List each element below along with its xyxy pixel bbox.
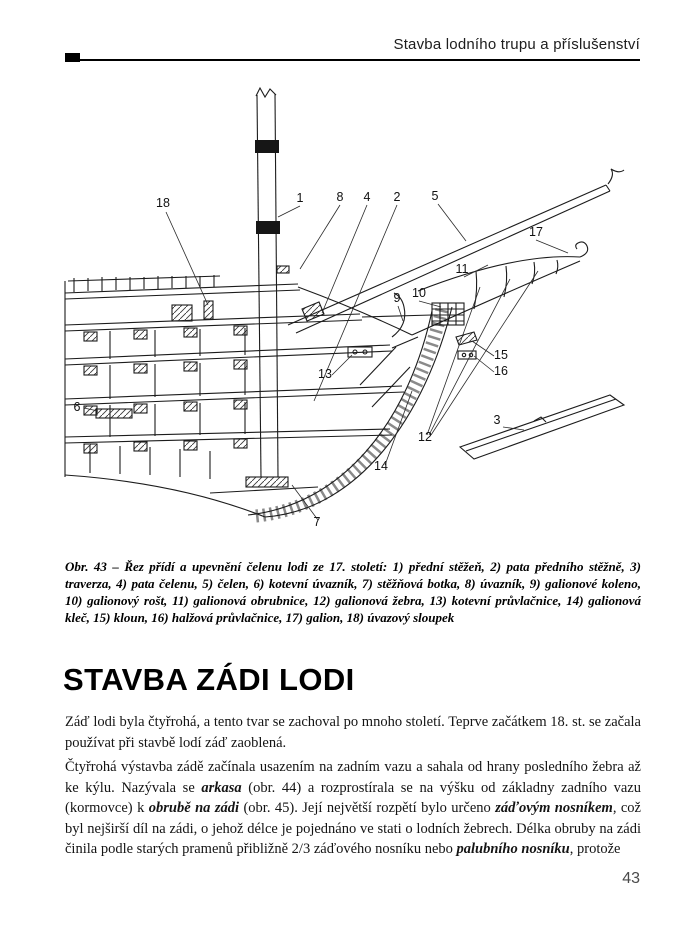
callout-6: 6 bbox=[73, 400, 81, 414]
para2-run-3: (obr. 45). Její největší rozpětí bylo určeno bbox=[239, 800, 496, 817]
para2-term-arkasa: arkasa bbox=[201, 779, 242, 796]
callout-17: 17 bbox=[529, 225, 543, 239]
callout-11: 11 bbox=[455, 262, 469, 276]
para2-run-4: , což byl nejširší díl na zádi, o jehož délce je pojednáno ve stati o lodních žebrech. Délka obruby na zádi činila podle starých pramenů přibližně 2/3 záďového nosníku nebo bbox=[65, 800, 641, 858]
callout-5: 5 bbox=[431, 189, 439, 203]
para2-run-5: , protože bbox=[569, 841, 621, 858]
paragraph-2 bbox=[65, 757, 641, 860]
callout-18: 18 bbox=[156, 196, 170, 210]
page-header bbox=[65, 36, 640, 53]
para2-term-palubni-nosnik: palubního nosníku bbox=[456, 841, 570, 858]
header-rule-mark bbox=[65, 53, 80, 62]
figure-43 bbox=[60, 85, 640, 555]
para2-term-nosnik: záďovým nosníkem bbox=[495, 800, 613, 817]
callout-14: 14 bbox=[374, 459, 388, 473]
leader-lines bbox=[84, 204, 568, 520]
callout-16: 16 bbox=[494, 364, 508, 378]
section-heading: STAVBA ZÁDI LODI bbox=[63, 662, 355, 697]
running-head-title: Stavba lodního trupu a příslušenství bbox=[393, 36, 640, 53]
drawing-strokes bbox=[65, 88, 624, 517]
callout-13: 13 bbox=[318, 367, 332, 381]
traverza-beam bbox=[460, 395, 624, 459]
para2-run-1: Čtyřrohá výstavba zádě začínala usazením na zadním vazu a sahala od hrany posledního žebra až ke kýlu. Nazývala se bbox=[65, 759, 641, 796]
callout-1: 1 bbox=[296, 191, 304, 205]
callout-9: 9 bbox=[393, 291, 401, 305]
figure-drawing bbox=[60, 85, 640, 555]
callout-7: 7 bbox=[313, 515, 321, 529]
callout-15: 15 bbox=[494, 348, 508, 362]
paragraph-1: Záď lodi byla čtyřrohá, a tento tvar se zachoval po mnoho století. Teprve začátkem 18. st. se začala používat při stavbě lodí záď zaoblená. bbox=[65, 714, 641, 751]
callout-8: 8 bbox=[336, 190, 344, 204]
header-rule bbox=[65, 59, 640, 61]
para2-term-obruba: obrubě na zádi bbox=[148, 800, 240, 817]
para2-run-2: (obr. 44) a rozprostírala se na výšku od základny zadního vazu (kormovce) k bbox=[65, 779, 641, 817]
callout-3: 3 bbox=[493, 413, 501, 427]
figure-caption: Obr. 43 – Řez přídí a upevnění čelenu lodi ze 17. století: 1) přední stěžeň, 2) pata předního stěžně, 3) traverza, 4) pata čelenu, 5) čelen, 6) kotevní úvazník, 7) stěžňová botka, 8) úvazník, 9) galionové koleno, 10) galionový rošt, 11) galionová obrubnice, 12) galionová žebra, 13) kotevní průvlačnice, 14) galionová kleč, 15) kloun, 16) halžová průvlačnice, 17) galion, 18) úvazový sloupek bbox=[65, 559, 641, 626]
callout-2: 2 bbox=[393, 190, 401, 204]
page-number: 43 bbox=[622, 870, 640, 887]
callout-12: 12 bbox=[418, 430, 432, 444]
callout-10: 10 bbox=[412, 286, 426, 300]
callout-4: 4 bbox=[363, 190, 371, 204]
